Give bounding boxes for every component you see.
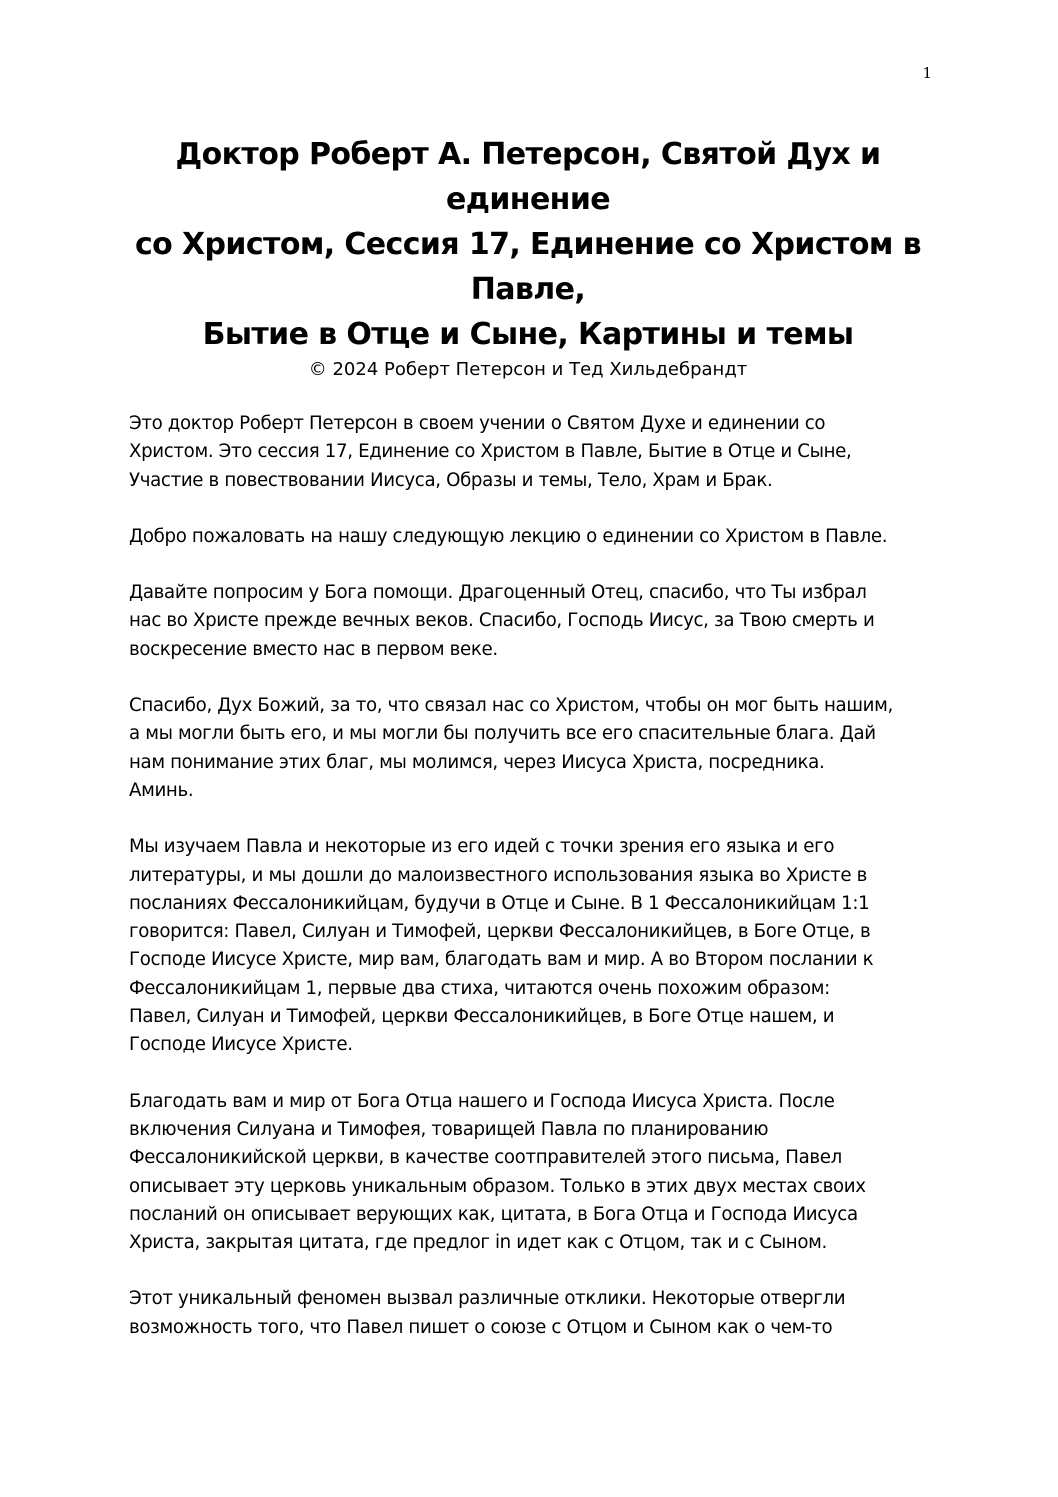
- paragraph-prayer-spirit: [129, 692, 949, 805]
- text-line: Это доктор Роберт Петерсон в своем учении о Святом Духе и единении со: [129, 413, 826, 434]
- text-line: Господе Иисусе Христе, мир вам, благодать вам и мир. А во Втором послании к: [129, 949, 874, 971]
- copyright-notice: © 2024 Роберт Петерсон и Тед Хильдебрандт: [308, 359, 748, 380]
- text-line: Господе Иисусе Христе.: [129, 1034, 353, 1056]
- body-text: [129, 410, 949, 1370]
- title-line: единение: [446, 182, 610, 217]
- text-line: нам понимание этих благ, мы молимся, через Иисуса Христа, посредника.: [129, 751, 825, 773]
- paragraph-phenomenon: [129, 1285, 949, 1342]
- text-line: Добро пожаловать на нашу следующую лекцию о единении со Христом в Павле.: [129, 525, 888, 547]
- paragraph-thessalonians: [129, 833, 949, 1059]
- text-line: Фессалоникийской церкви, в качестве соотправителей этого письма, Павел: [129, 1147, 842, 1169]
- paragraph-grace: [129, 1088, 949, 1258]
- text-line: посланиях Фессалоникийцам, будучи в Отце и Сыне. В 1 Фессалоникийцам 1:1: [129, 892, 870, 914]
- text-line: воскресение вместо нас в первом веке.: [129, 638, 498, 660]
- text-line: говорится: Павел, Силуан и Тимофей, церкви Фессалоникийцев, в Боге Отце, в: [129, 921, 871, 943]
- text-line: описывает эту церковь уникальным образом. Только в этих двух местах своих: [129, 1175, 866, 1197]
- paragraph-welcome: [129, 523, 949, 551]
- text-line: Аминь.: [129, 779, 194, 801]
- text-line: Мы изучаем Павла и некоторые из его идей с точки зрения его языка и его: [129, 836, 835, 858]
- text-line: Этот уникальный феномен вызвал различные отклики. Некоторые отвергли: [129, 1288, 846, 1310]
- text-line: нас во Христе прежде вечных веков. Спасибо, Господь Иисус, за Твою смерть и: [129, 610, 875, 632]
- title-line: Доктор Роберт А. Петерсон, Святой Дух и: [175, 137, 881, 172]
- text-line: а мы могли быть его, и мы могли бы получить все его спасительные блага. Дай: [129, 723, 876, 745]
- text-line: Христа, закрытая цитата, где предлог in идет как с Отцом, так и с Сыном.: [129, 1232, 827, 1254]
- text-line: Павел, Силуан и Тимофей, церкви Фессалоникийцев, в Боге Отце нашем, и: [129, 1006, 835, 1028]
- title-line: Бытие в Отце и Сыне, Картины и темы: [202, 317, 854, 352]
- text-line: Благодать вам и мир от Бога Отца нашего и Господа Иисуса Христа. После: [129, 1090, 835, 1112]
- text-line: возможность того, что Павел пишет о союзе с Отцом и Сыном как о чем-то: [129, 1316, 833, 1338]
- title-line: со Христом, Сессия 17, Единение со Христом в: [134, 227, 921, 262]
- page-number: 1: [922, 64, 932, 82]
- text-line: Фессалоникийцам 1, первые два стиха, читаются очень похожим образом:: [129, 977, 830, 999]
- text-line: Участие в повествовании Иисуса, Образы и темы, Тело, Храм и Брак.: [129, 469, 773, 491]
- text-line: включения Силуана и Тимофея, товарищей Павла по планированию: [129, 1118, 769, 1140]
- title-line: Павле,: [470, 272, 586, 307]
- text-line: Спасибо, Дух Божий, за то, что связал нас со Христом, чтобы он мог быть нашим,: [129, 695, 893, 717]
- text-line: Давайте попросим у Бога помощи. Драгоценный Отец, спасибо, что Ты избрал: [129, 582, 867, 604]
- text-line: Христом. Это сессия 17, Единение со Христом в Павле, Бытие в Отце и Сыне,: [129, 441, 852, 463]
- paragraph-prayer: [129, 579, 949, 664]
- paragraph-intro: [129, 410, 949, 495]
- text-line: литературы, и мы дошли до малоизвестного использования языка во Христе в: [129, 864, 868, 886]
- document-title: [128, 132, 928, 383]
- text-line: посланий он описывает верующих как, цитата, в Бога Отца и Господа Иисуса: [129, 1203, 858, 1225]
